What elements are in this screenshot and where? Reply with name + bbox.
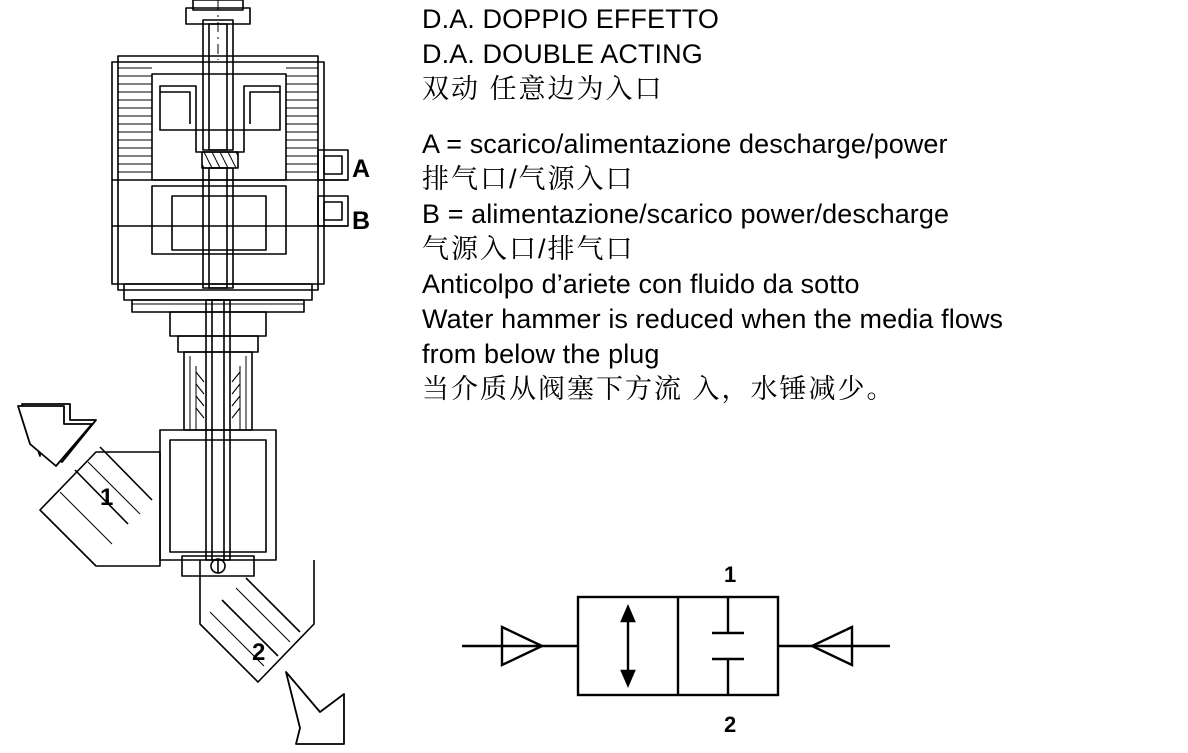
body-line-6: Water hammer is reduced when the media flows: [422, 304, 1004, 334]
title-line-3: 双动 任意边为入口: [422, 74, 664, 104]
port-label-b: B: [352, 207, 371, 235]
schematic-port-2-label: 2: [724, 712, 737, 737]
body-line-1: A = scarico/alimentazione descharge/power: [422, 129, 948, 159]
body-line-5: Anticolpo d’ariete con fluido da sotto: [422, 269, 860, 299]
valve-port-1-label: 1: [100, 484, 114, 511]
body-line-4: 气源入口/排气口: [422, 234, 635, 264]
body-line-2: 排气口/气源入口: [422, 164, 635, 194]
body-line-7: from below the plug: [422, 339, 660, 369]
body-line-3: B = alimentazione/scarico power/descharge: [422, 199, 950, 229]
schematic-port-1-label: 1: [724, 562, 737, 587]
title-line-2: D.A. DOUBLE ACTING: [422, 39, 703, 69]
valve-cross-section-drawing: [0, 0, 420, 753]
port-label-a: A: [352, 155, 371, 183]
schematic-svg: [440, 575, 1100, 753]
valve-svg: [0, 0, 420, 753]
description-text-block: [422, 2, 1182, 407]
text-spacer: [422, 107, 1182, 127]
body-line-8: 当介质从阀塞下方流 入，水锤减少。: [422, 374, 896, 404]
valve-port-2-label: 2: [252, 639, 266, 666]
pneumatic-schematic: [440, 575, 1100, 753]
title-line-1: D.A. DOPPIO EFFETTO: [422, 4, 719, 34]
